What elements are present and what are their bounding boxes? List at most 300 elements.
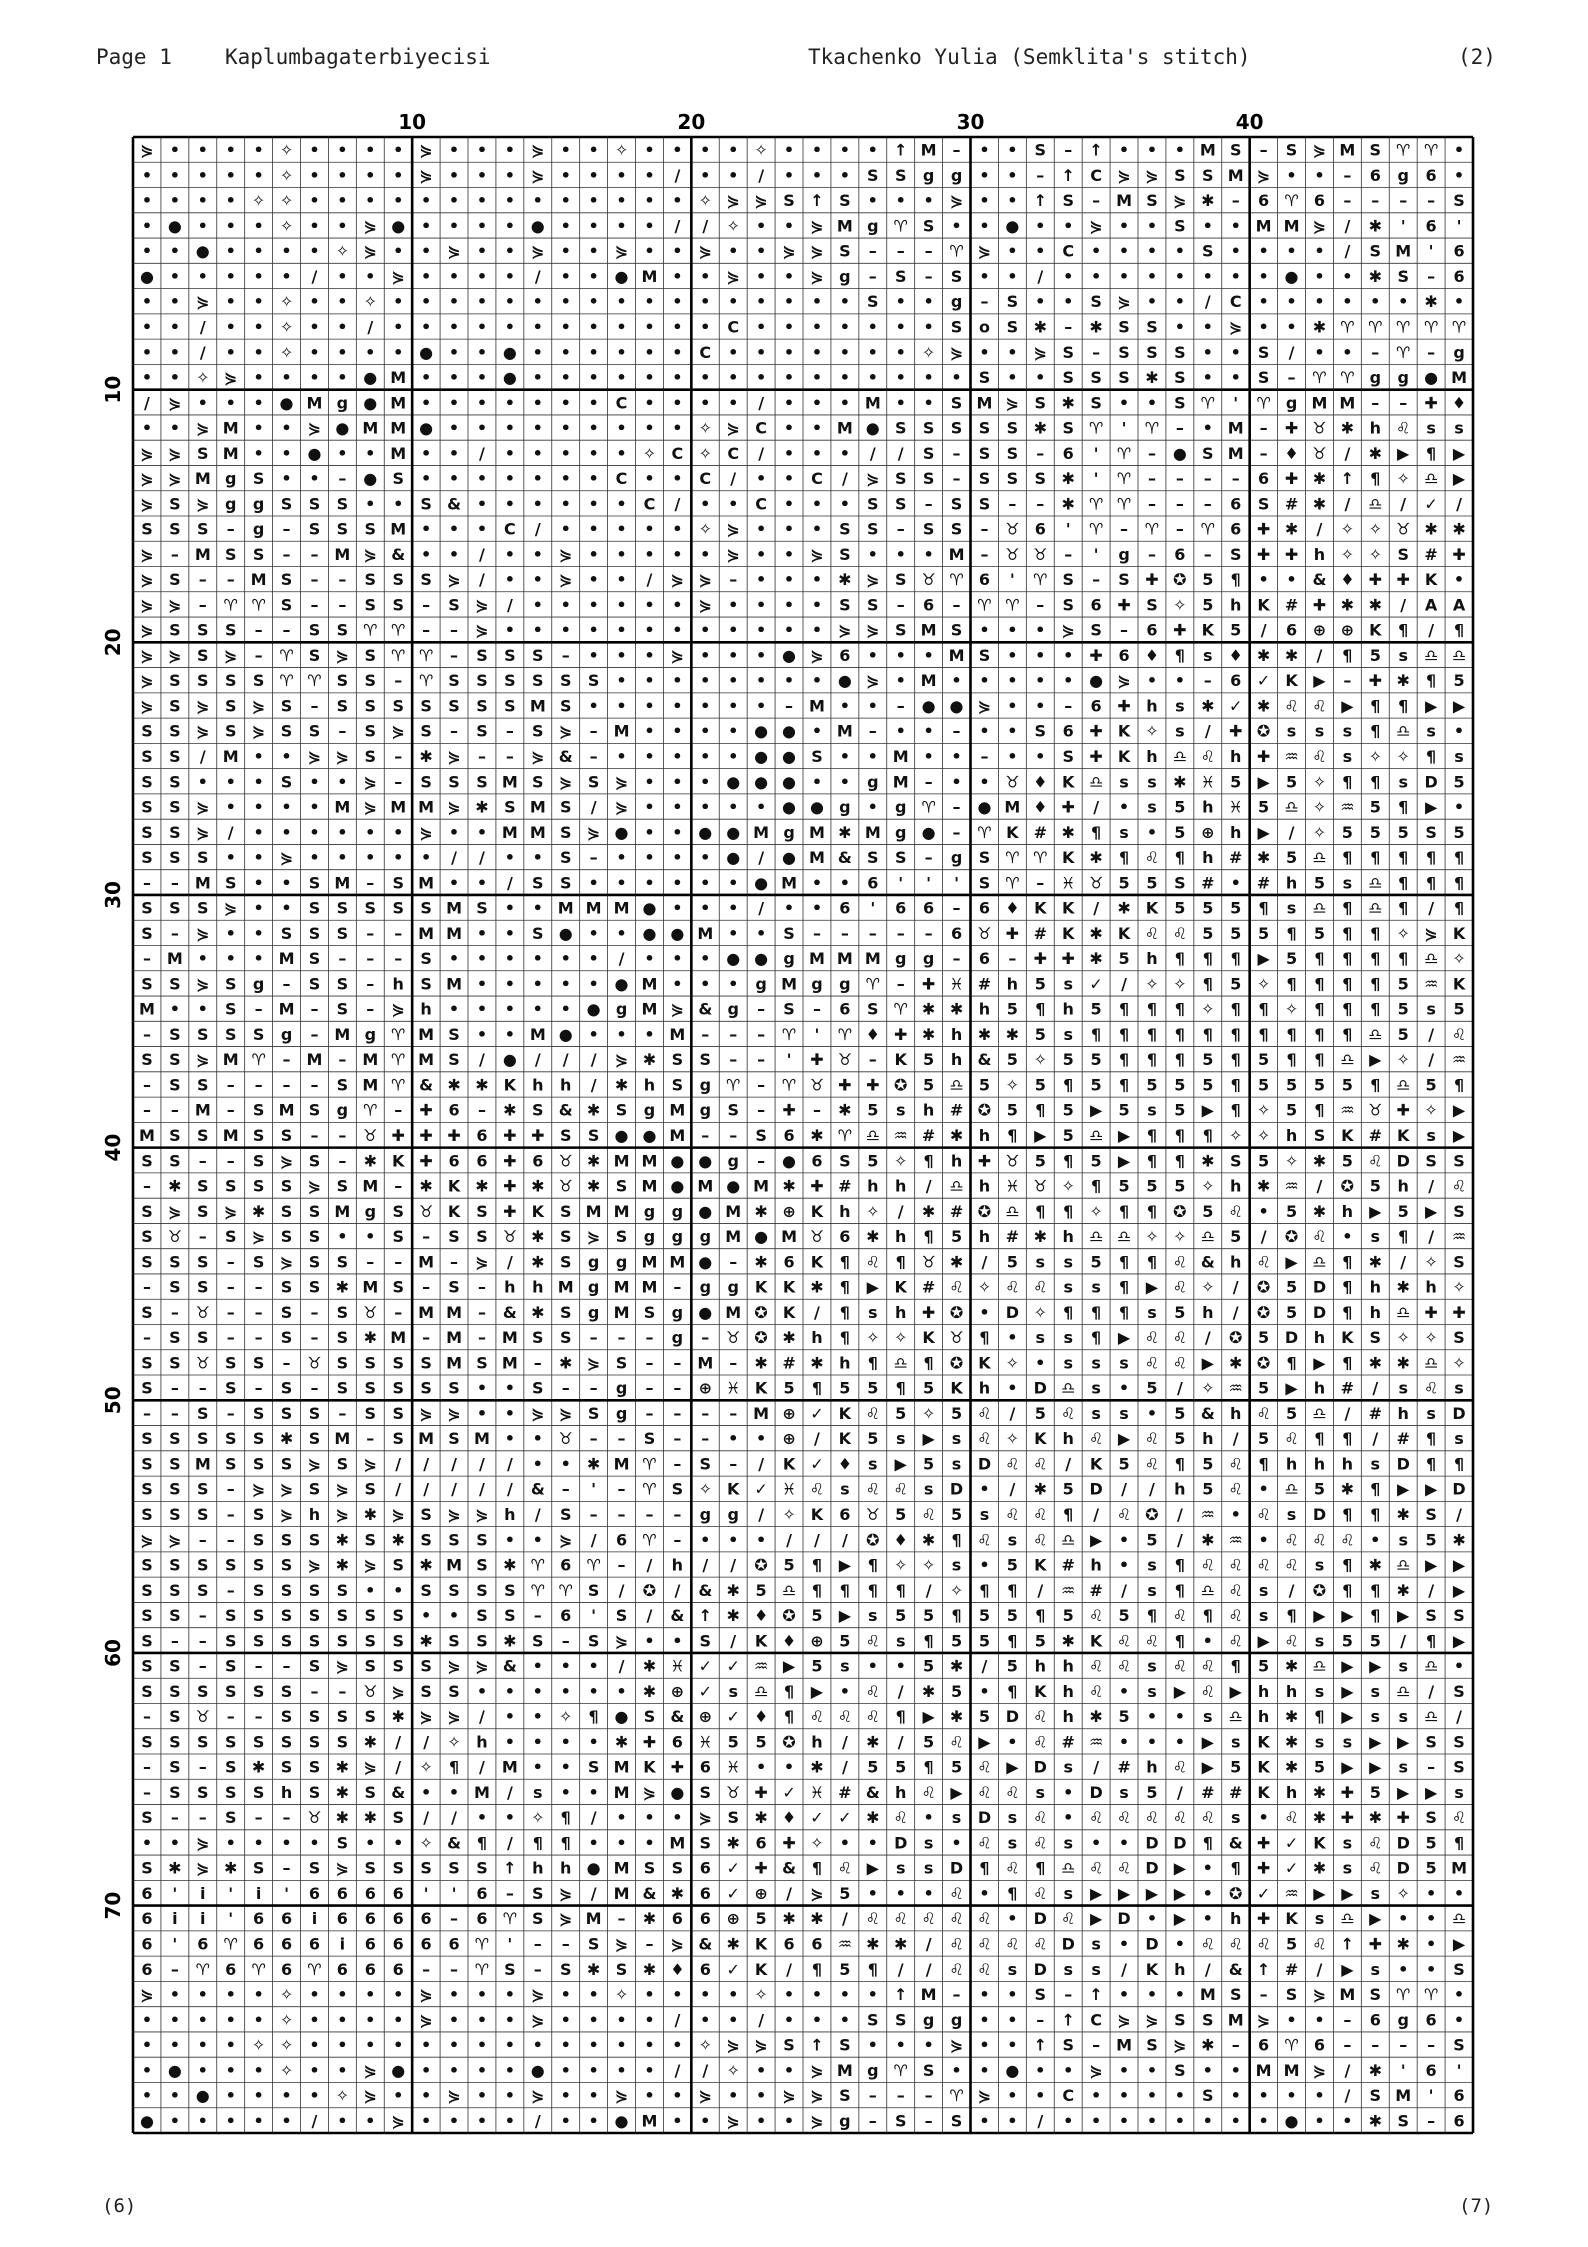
chart-cell-symbol: h [671,1555,684,1575]
chart-cell-symbol: S [1034,140,1047,160]
chart-cell-symbol: – [952,595,961,615]
chart-cell-symbol: ⋟ [1117,292,1131,312]
chart-cell-symbol: s [1119,1403,1129,1423]
chart-cell-symbol: ♦ [1144,645,1160,665]
chart-cell-symbol: ✧ [1201,1176,1215,1196]
chart-cell-symbol: ⋟ [698,595,712,615]
chart-cell-symbol: ♌ [921,1909,936,1929]
chart-cell-symbol: • [867,2035,878,2055]
chart-cell-symbol: M [892,747,909,767]
chart-cell-symbol: ⋟ [810,2086,824,2106]
chart-cell-symbol: • [197,216,208,236]
chart-cell-symbol: S [559,1201,572,1221]
chart-cell-symbol: S [420,949,432,969]
chart-cell-symbol: S [308,949,321,969]
chart-cell-symbol: S [476,1530,488,1550]
chart-cell-symbol: ● [698,1151,713,1171]
chart-cell-symbol: ' [1093,469,1099,489]
chart-cell-symbol: – [729,1353,738,1373]
chart-cell-symbol: ✱ [363,1732,377,1752]
chart-cell-symbol: ✱ [642,1959,657,1979]
chart-cell-symbol: 5 [1202,570,1214,590]
chart-cell-symbol: ¶ [951,1530,962,1550]
chart-cell-symbol: • [1258,570,1269,590]
chart-cell-symbol: K [978,1353,991,1373]
chart-cell-symbol: ' [1400,2060,1406,2080]
chart-cell-symbol: ♎ [1088,1227,1104,1247]
chart-cell-symbol: ¶ [1426,848,1437,868]
chart-cell-symbol: / [1121,1959,1127,1979]
chart-cell-symbol: • [616,368,627,388]
chart-cell-symbol: ♦ [1033,797,1048,817]
chart-cell-symbol: ♈ [1396,1985,1411,2005]
chart-cell-symbol: s [1119,822,1129,842]
chart-cell-symbol: 6 [1230,671,1242,691]
chart-cell-symbol: 6 [1090,595,1102,615]
chart-cell-symbol: S [197,1782,209,1802]
chart-cell-symbol: D [977,1808,992,1828]
chart-cell-symbol: • [588,2035,599,2055]
chart-cell-symbol: ¶ [1146,999,1158,1019]
chart-cell-symbol: 6 [671,1732,683,1752]
chart-cell-symbol: S [197,1681,209,1701]
chart-cell-symbol: • [644,2060,655,2080]
chart-cell-symbol: • [309,2060,320,2080]
chart-cell-symbol: K [1257,595,1270,615]
chart-cell-symbol: / [1176,1782,1183,1802]
row-markers [101,376,125,1920]
chart-cell-symbol: s [1286,721,1297,741]
chart-cell-symbol: ✱ [1284,1757,1299,1777]
chart-cell-symbol: – [170,1959,179,1979]
chart-cell-symbol: ✓ [838,1808,852,1828]
chart-cell-symbol: M [194,1454,211,1474]
chart-cell-symbol: ¶ [1426,747,1437,767]
chart-cell-symbol: / [1093,898,1100,918]
chart-cell-symbol: ♌ [1256,1934,1271,1954]
chart-cell-symbol: S [559,671,572,691]
chart-cell-symbol: • [504,1707,515,1727]
chart-cell-symbol: ⋟ [1145,2010,1159,2030]
chart-cell-symbol: • [895,544,906,564]
chart-cell-symbol: • [1035,2060,1046,2080]
chart-cell-symbol: S [448,1530,460,1550]
chart-cell-symbol: S [1229,1985,1242,2005]
chart-cell-symbol: – [701,1328,710,1348]
chart-cell-symbol: 5 [1174,898,1186,918]
chart-cell-symbol: K [643,1757,656,1777]
chart-cell-symbol: S [364,1378,377,1398]
chart-cell-symbol: • [393,140,404,160]
chart-cell-symbol: • [700,393,711,413]
chart-cell-symbol: • [393,342,404,362]
chart-cell-symbol: • [476,393,488,413]
chart-cell-symbol: S [615,1100,628,1120]
chart-cell-symbol: • [588,266,599,286]
chart-cell-symbol: / [841,1732,848,1752]
chart-cell-symbol: • [560,241,571,261]
chart-cell-symbol: ♌ [1144,1328,1160,1348]
chart-cell-symbol: • [337,317,348,337]
chart-cell-symbol: 5 [1006,1656,1018,1676]
chart-cell-symbol: D [1145,1858,1159,1878]
chart-cell-symbol: ¶ [1146,1024,1158,1044]
chart-cell-symbol: • [253,165,264,185]
chart-cell-symbol: S [280,1580,293,1600]
chart-cell-symbol: M [641,1176,658,1196]
chart-cell-symbol: – [729,1403,738,1423]
chart-cell-symbol: • [923,368,934,388]
chart-cell-symbol: ✪ [1145,1504,1159,1524]
chart-cell-symbol: M [669,1833,686,1853]
chart-cell-symbol: • [756,216,767,236]
chart-cell-symbol: – [589,1504,598,1524]
chart-cell-symbol: 5 [867,1757,879,1777]
chart-cell-symbol: S [1174,165,1186,185]
chart-cell-symbol: ✚ [670,1757,685,1777]
chart-cell-symbol: ♌ [1144,1353,1160,1373]
chart-cell-symbol: / [674,494,681,514]
chart-cell-symbol: – [1036,2010,1045,2030]
chart-cell-symbol: ♉ [949,1328,964,1348]
chart-cell-symbol: • [811,342,823,362]
chart-cell-symbol: ✧ [1005,1429,1020,1449]
chart-cell-symbol: / [1400,595,1407,615]
chart-cell-symbol: ▶ [1089,1909,1103,1929]
chart-cell-symbol: S [224,696,237,716]
chart-cell-symbol: ▶ [1117,1328,1131,1348]
chart-cell-symbol: • [504,1530,515,1550]
chart-cell-symbol: K [1424,570,1438,590]
chart-cell-symbol: ✪ [949,1302,964,1322]
chart-cell-symbol: / [1428,1176,1435,1196]
chart-cell-symbol: S [1453,191,1465,211]
chart-cell-symbol: ¶ [1174,1555,1185,1575]
chart-cell-symbol: • [532,949,543,969]
chart-cell-symbol: ✧ [866,1328,880,1348]
chart-cell-symbol: ↑ [1340,1934,1355,1954]
chart-cell-symbol: 6 [308,1883,321,1903]
chart-cell-symbol: ✧ [921,1403,936,1423]
chart-cell-symbol: S [476,645,488,665]
chart-cell-symbol: s [1091,1403,1101,1423]
chart-cell-symbol: 5 [1230,898,1242,918]
chart-cell-symbol: • [309,822,320,842]
chart-cell-symbol: ✱ [503,1555,517,1575]
header-author: Tkachenko Yulia (Semklita's stitch) [808,45,1251,69]
chart-cell-symbol: ¶ [867,1555,878,1575]
chart-cell-symbol: ✧ [1424,1328,1438,1348]
chart-cell-symbol: ✚ [419,1100,433,1120]
chart-cell-symbol: ✚ [810,1176,824,1196]
chart-cell-symbol: – [1064,1985,1073,2005]
chart-cell-symbol: S [252,1681,265,1701]
chart-cell-symbol: # [1089,1580,1103,1600]
chart-cell-symbol: – [226,1403,235,1423]
chart-cell-symbol: ✱ [335,1808,350,1828]
chart-cell-symbol: / [451,1808,457,1828]
chart-cell-symbol: – [142,1403,151,1423]
chart-cell-symbol: / [1316,1959,1323,1979]
chart-cell-symbol: • [644,620,655,640]
chart-cell-symbol: s [1314,1909,1325,1929]
chart-cell-symbol: S [169,1252,181,1272]
chart-cell-symbol: ♒ [1228,1530,1243,1550]
chart-cell-symbol: s [1063,974,1073,994]
chart-cell-symbol: ✚ [1089,721,1103,741]
chart-cell-symbol: • [141,368,153,388]
chart-cell-symbol: S [252,544,265,564]
chart-cell-symbol: • [197,2035,208,2055]
chart-cell-symbol: ● [1284,266,1299,286]
chart-cell-symbol: • [756,292,767,312]
chart-cell-symbol: • [951,671,962,691]
chart-cell-symbol: • [337,772,348,792]
chart-cell-symbol: s [1035,1782,1046,1802]
chart-cell-symbol: S [197,1201,209,1221]
chart-cell-symbol: • [1063,645,1074,665]
chart-cell-symbol: 5 [1313,1479,1326,1499]
chart-cell-symbol: • [895,671,906,691]
chart-cell-symbol: ✧ [614,1985,629,2005]
chart-cell-symbol: ♌ [1228,1606,1243,1626]
chart-cell-symbol: M [836,949,853,969]
chart-cell-symbol: S [476,671,488,691]
chart-cell-symbol: ✱ [363,1328,377,1348]
chart-cell-symbol: • [867,1883,878,1903]
chart-cell-symbol: – [226,1530,235,1550]
chart-cell-symbol: • [1342,2111,1353,2131]
chart-cell-symbol: – [254,999,263,1019]
chart-cell-symbol: S [197,1429,209,1449]
chart-cell-symbol: S [1453,1606,1465,1626]
chart-cell-symbol: ▶ [1452,1100,1466,1120]
chart-cell-symbol: / [590,1883,597,1903]
chart-cell-symbol: ♌ [1312,1934,1327,1954]
chart-cell-symbol: A [1452,595,1466,615]
chart-cell-symbol: 5 [1425,1075,1437,1095]
chart-cell-symbol: ♌ [1284,696,1299,716]
chart-cell-symbol: ♈ [251,595,266,615]
chart-cell-symbol: • [448,2111,460,2131]
chart-cell-symbol: 6 [392,1883,404,1903]
chart-cell-symbol: – [1036,494,1045,514]
chart-cell-symbol: • [225,241,236,261]
chart-cell-symbol: ✧ [894,1328,908,1348]
chart-cell-symbol: ▶ [1424,696,1438,716]
chart-cell-symbol: ● [614,974,629,994]
chart-cell-symbol: S [141,1151,153,1171]
chart-cell-symbol: S [783,191,795,211]
chart-cell-symbol: • [756,241,767,261]
chart-cell-symbol: • [728,2086,739,2106]
chart-cell-symbol: ✧ [810,1833,824,1853]
chart-cell-symbol: 5 [1174,1403,1186,1423]
chart-cell-symbol: • [1007,747,1018,767]
row-marker: 20 [101,628,125,657]
chart-cell-symbol: • [672,1631,683,1651]
chart-cell-symbol: ¶ [1314,1707,1325,1727]
chart-cell-symbol: ✱ [754,1808,768,1828]
chart-cell-symbol: i [172,1909,178,1929]
chart-cell-symbol: • [337,140,348,160]
chart-cell-symbol: – [1203,494,1212,514]
chart-cell-symbol: 5 [1118,1606,1130,1626]
chart-cell-symbol: ⋟ [1005,393,1020,413]
chart-cell-symbol: • [476,923,488,943]
chart-cell-symbol: ♦ [781,1808,797,1828]
chart-cell-symbol: – [226,1075,235,1095]
chart-cell-symbol: ♈ [893,2060,908,2080]
chart-cell-symbol: – [924,266,933,286]
chart-cell-symbol: • [476,2111,488,2131]
chart-cell-symbol: ⋟ [810,241,824,261]
chart-cell-symbol: – [254,1075,263,1095]
chart-cell-symbol: ♈ [1256,393,1271,413]
chart-cell-symbol: 5 [950,1227,963,1247]
chart-cell-symbol: ✚ [1061,797,1075,817]
chart-cell-symbol: ✧ [1396,1883,1410,1903]
chart-cell-symbol: • [337,2111,348,2131]
chart-cell-symbol: • [1230,241,1241,261]
chart-cell-symbol: ✱ [586,1100,601,1120]
chart-cell-symbol: ✱ [1089,1707,1103,1727]
chart-cell-symbol: • [448,443,460,463]
chart-cell-symbol: • [588,1782,599,1802]
chart-cell-symbol: • [644,747,655,767]
chart-cell-symbol: S [392,1277,404,1297]
chart-cell-symbol: • [1258,241,1269,261]
chart-cell-symbol: ✧ [1201,1378,1215,1398]
chart-cell-symbol: • [448,418,460,438]
chart-cell-symbol: ✧ [1033,1050,1047,1070]
chart-cell-symbol: • [1398,1959,1409,1979]
chart-cell-symbol: • [476,1985,488,2005]
chart-cell-symbol: S [169,1126,181,1145]
chart-cell-symbol: ✱ [1368,2060,1382,2080]
chart-cell-symbol: ✱ [1061,822,1075,842]
chart-cell-symbol: & [1228,1833,1243,1853]
chart-cell-symbol: ♓ [1200,772,1215,792]
chart-grid-thin [133,137,1473,2133]
chart-cell-symbol: ⋟ [559,544,573,564]
chart-cell-symbol: ♒ [1284,1176,1299,1196]
chart-cell-symbol: ⋟ [224,645,238,665]
chart-cell-symbol: – [338,949,347,969]
chart-cell-symbol: s [951,1454,962,1474]
chart-cell-symbol: 5 [923,1606,935,1626]
chart-cell-symbol: M [836,418,853,438]
chart-cell-symbol: • [253,241,264,261]
chart-cell-symbol: ♌ [1284,1429,1299,1449]
chart-cell-symbol: • [1202,418,1213,438]
chart-cell-symbol: • [923,544,934,564]
chart-cell-symbol: 5 [783,1555,795,1575]
chart-cell-symbol: / [1093,797,1100,817]
chart-cell-symbol: g [727,1277,739,1297]
chart-cell-symbol: ¶ [1453,620,1465,640]
chart-cell-symbol: ♎ [1200,1227,1215,1247]
chart-cell-symbol: M [306,393,323,413]
chart-cell-symbol: h [1034,1656,1046,1676]
chart-cell-symbol: ✧ [866,1201,880,1221]
chart-cell-symbol: ♌ [865,1909,880,1929]
chart-cell-symbol: ● [754,747,769,767]
chart-cell-symbol: S [1285,140,1298,160]
chart-cell-symbol: • [1146,393,1158,413]
chart-cell-symbol: • [1314,2086,1325,2106]
chart-cell-symbol: ♈ [977,595,992,615]
chart-cell-symbol: ● [279,393,294,413]
chart-cell-symbol: • [756,266,767,286]
chart-cell-symbol: S [252,1353,265,1373]
chart-cell-symbol: • [616,595,627,615]
chart-cell-symbol: M [390,393,407,413]
chart-cell-symbol: ♎ [1061,1530,1076,1550]
chart-cell-symbol: • [1118,2111,1130,2131]
chart-cell-symbol: 6 [1453,241,1465,261]
chart-cell-symbol: S [1202,443,1214,463]
chart-cell-symbol: S [1118,368,1130,388]
chart-cell-symbol: • [1007,191,1018,211]
chart-cell-symbol: ♎ [1200,1580,1215,1600]
chart-cell-symbol: • [1230,266,1241,286]
chart-cell-symbol: K [782,1277,796,1297]
chart-cell-symbol: ✚ [1089,645,1103,665]
chart-cell-symbol: S [950,317,963,337]
chart-cell-symbol: S [364,898,377,918]
chart-cell-symbol: ✱ [503,1631,517,1651]
chart-cell-symbol: ⋟ [391,999,405,1019]
chart-cell-symbol: M [585,1909,602,1929]
chart-cell-symbol: ¶ [1007,1681,1018,1701]
chart-cell-symbol: S [197,898,209,918]
chart-cell-symbol: ¶ [476,1833,488,1853]
chart-cell-symbol: ♉ [363,1681,378,1701]
chart-cell-symbol: – [310,1681,319,1701]
chart-cell-symbol: • [951,772,962,792]
chart-cell-symbol: / [479,1707,485,1727]
chart-cell-symbol: ⋟ [196,1833,210,1853]
chart-cell-symbol: ¶ [1146,1050,1158,1070]
chart-cell-symbol: / [1428,1024,1435,1044]
chart-cell-symbol: • [1174,241,1185,261]
chart-cell-symbol: ✱ [1284,1656,1299,1676]
chart-cell-symbol: – [477,1328,486,1348]
chart-cell-symbol: ♌ [1451,1024,1467,1044]
chart-cell-symbol: ' [1093,544,1099,564]
chart-cell-symbol: ♈ [474,1934,490,1954]
chart-cell-symbol: S [336,696,349,716]
chart-cell-symbol: ' [1428,241,1434,261]
chart-cell-symbol: ▶ [1369,1732,1382,1752]
chart-cell-symbol: S [420,1656,432,1676]
chart-cell-symbol: • [281,1833,292,1853]
chart-cell-symbol: S [587,1580,600,1600]
chart-cell-symbol: S [1425,1606,1437,1626]
chart-cell-symbol: K [782,1454,796,1474]
chart-cell-symbol: g [699,1504,712,1524]
chart-cell-symbol: ♈ [1451,317,1467,337]
chart-cell-symbol: ¶ [1342,1024,1353,1044]
chart-cell-symbol: • [448,519,460,539]
chart-cell-symbol: • [253,140,264,160]
chart-cell-symbol: S [671,1479,684,1499]
chart-cell-symbol: M [1004,797,1021,817]
chart-cell-symbol: • [169,999,180,1019]
chart-cell-symbol: ♎ [753,1681,769,1701]
chart-cell-symbol: ✱ [726,1934,740,1954]
